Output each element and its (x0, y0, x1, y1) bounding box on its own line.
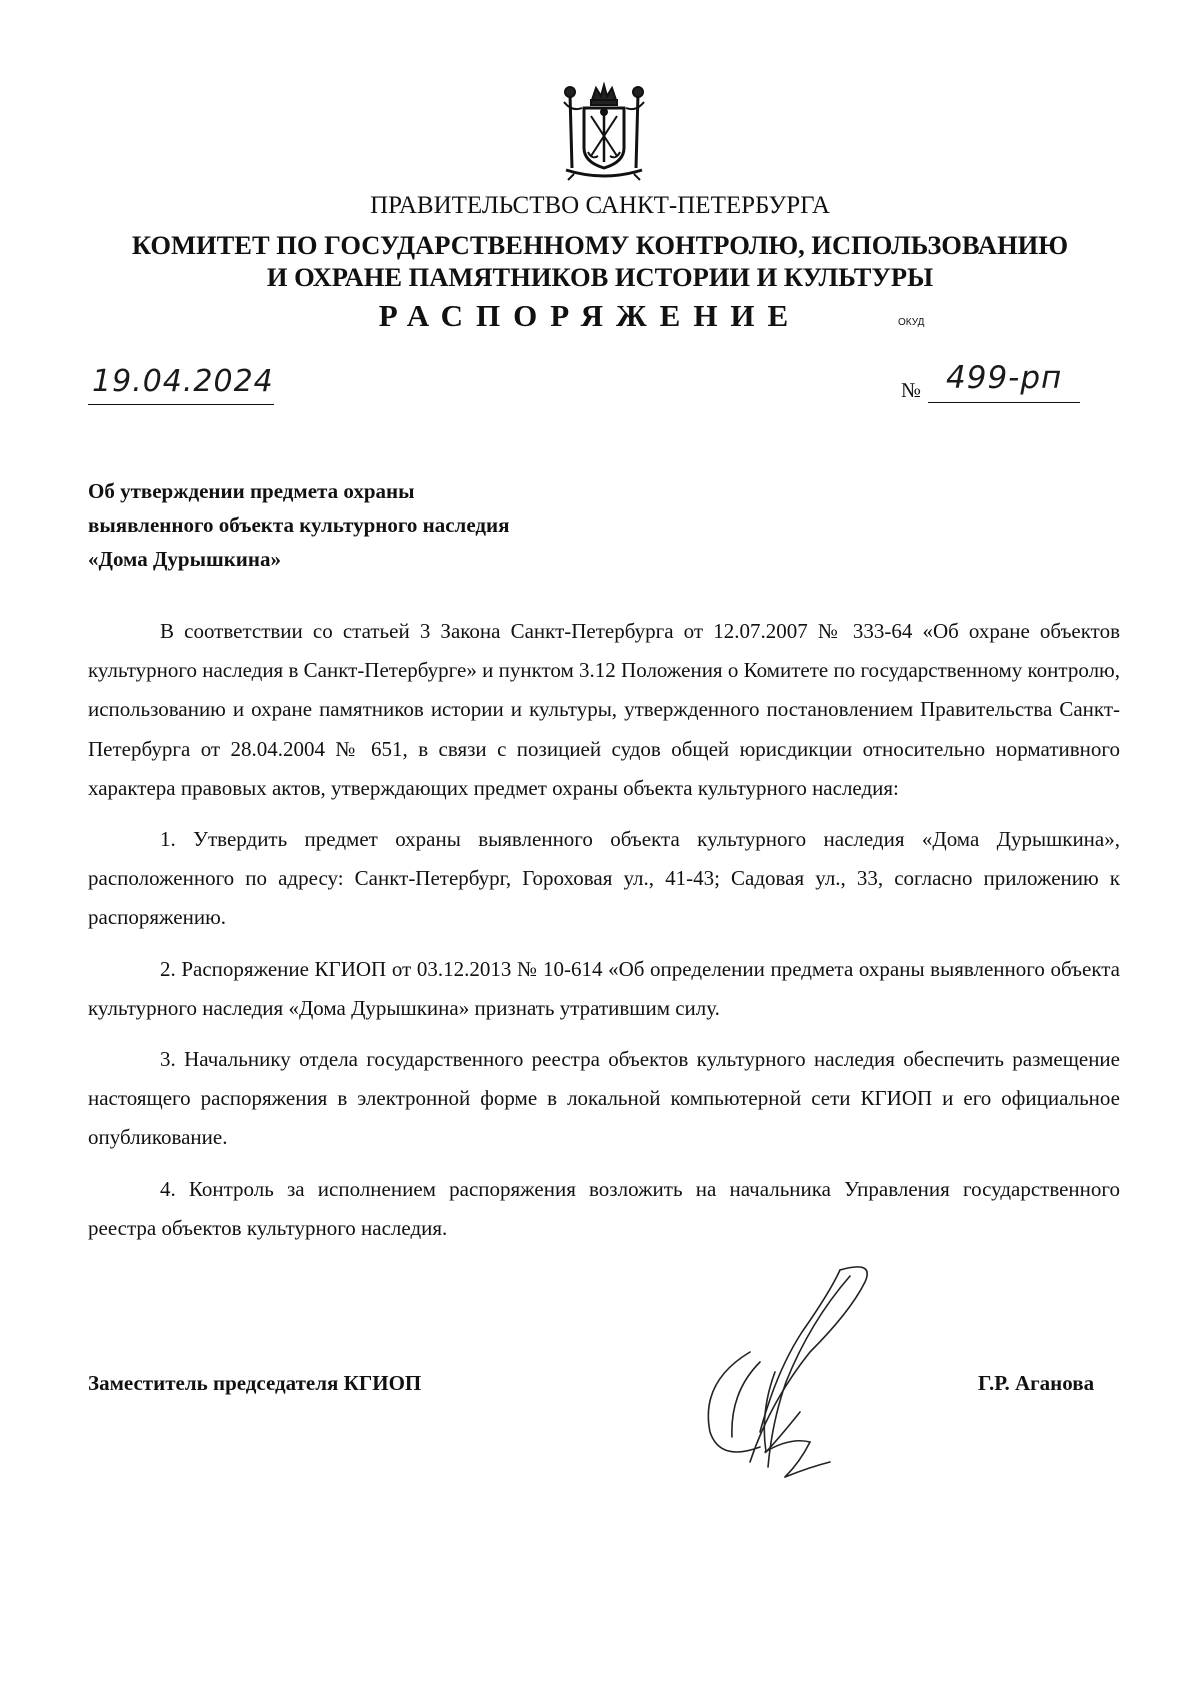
order-item-4: 4. Контроль за исполнением распоряжения возложить на начальника Управления государственного реестра объектов культурного наследия. (88, 1176, 1120, 1240)
number-label: № (901, 378, 922, 402)
date-field (88, 366, 274, 405)
document-subject (88, 474, 509, 576)
coat-of-arms-icon (558, 82, 650, 182)
number-field (928, 360, 1080, 403)
order-item-3: 3. Начальнику отдела государственного реестра объектов культурного наследия обеспечить размещение настоящего распоряжения в электронной форме в локальной компьютерной сети КГИОП и его официальное опубликование. (88, 1047, 1120, 1150)
signatory-name: Г.Р. Аганова (978, 1371, 1095, 1395)
number-value: 499-рп (946, 360, 1063, 396)
signatory-position: Заместитель председателя КГИОП (88, 1371, 422, 1395)
document-body (88, 612, 1120, 1248)
document-type: РАСПОРЯЖЕНИЕ (378, 298, 802, 333)
committee-name-line2: И ОХРАНЕ ПАМЯТНИКОВ ИСТОРИИ И КУЛЬТУРЫ (266, 262, 934, 292)
order-item-2: 2. Распоряжение КГИОП от 03.12.2013 № 10-614 «Об определении предмета охраны выявленного объекта культурного наследия «Дома Дурышкина» признать утратившим силу. (88, 956, 1120, 1020)
okud-label: ОКУД (898, 317, 925, 328)
preamble-paragraph: В соответствии со статьей 3 Закона Санкт-Петербурга от 12.07.2007 № 333-64 «Об охране объектов культурного наследия в Санкт-Петербурге» и пунктом 3.12 Положения о Комитете по государственному контролю, использованию и охране памятников истории и культуры, утвержденного постановлением Правительства Санкт-Петербурга от 28.04.2004 № 651, в связи с позицией судов общей юрисдикции относительно нормативного характера правовых актов, утверждающих предмет охраны объекта культурного наследия: (88, 619, 1120, 800)
order-item-1: 1. Утвердить предмет охраны выявленного объекта культурного наследия «Дома Дурышкина», расположенного по адресу: Санкт-Петербург, Гороховая ул., 41-43; Садовая ул., 33, согласно приложению к распоряжению. (88, 827, 1120, 930)
subject-line: «Дома Дурышкина» (88, 547, 282, 571)
committee-name-line1: КОМИТЕТ ПО ГОСУДАРСТВЕННОМУ КОНТРОЛЮ, ИСПОЛЬЗОВАНИЮ (131, 230, 1069, 260)
handwritten-signature (690, 1262, 910, 1502)
subject-line: выявленного объекта культурного наследия (88, 513, 510, 537)
date-value: 19.04.2024 (92, 364, 274, 399)
government-name: ПРАВИТЕЛЬСТВО САНКТ-ПЕТЕРБУРГА (370, 192, 830, 219)
subject-line: Об утверждении предмета охраны (88, 479, 415, 503)
